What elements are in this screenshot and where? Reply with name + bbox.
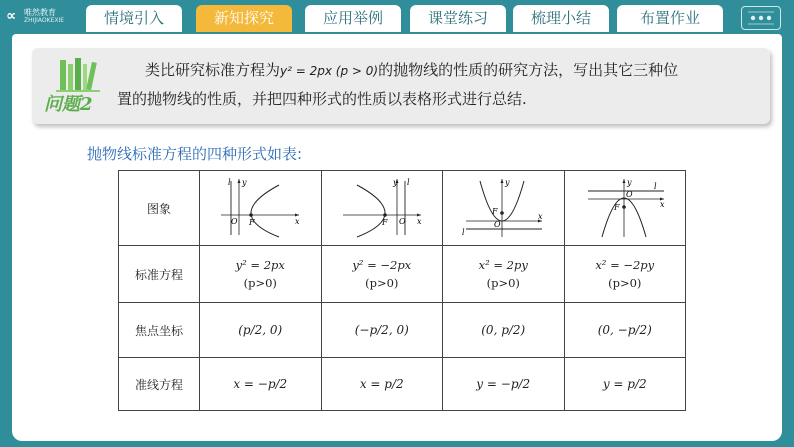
focus-cell bbox=[564, 303, 686, 358]
focus-label: F bbox=[381, 217, 388, 227]
tab-intro[interactable]: 情境引入 bbox=[86, 5, 182, 32]
row-header-graph: 图象 bbox=[119, 171, 200, 246]
tab-practice[interactable]: 课堂练习 bbox=[410, 5, 506, 32]
directrix-label: l bbox=[653, 181, 657, 191]
focus-cell bbox=[443, 303, 565, 358]
focus-coordinates: (−p/2, 0) bbox=[354, 323, 409, 337]
row-header-focus: 焦点坐标 bbox=[119, 303, 200, 358]
directrix-equation: x = −p/2 bbox=[233, 377, 288, 391]
focus-coordinates: (0, p/2) bbox=[481, 323, 526, 337]
equation-cell bbox=[200, 246, 322, 303]
directrix-label: l bbox=[462, 227, 465, 237]
directrix-label: l bbox=[406, 177, 410, 187]
focus-cell bbox=[200, 303, 322, 358]
parabola-right-graph bbox=[215, 175, 305, 239]
directrix-cell bbox=[564, 358, 686, 411]
tab-examples[interactable]: 应用举例 bbox=[305, 5, 401, 32]
books-icon bbox=[40, 54, 112, 116]
graph-cell bbox=[443, 171, 565, 246]
directrix-label: l bbox=[228, 177, 231, 187]
bottom-frame bbox=[0, 441, 794, 447]
directrix-equation: x = p/2 bbox=[359, 377, 404, 391]
origin-label: O bbox=[625, 189, 633, 199]
question-text-before: 类比研究标准方程为 bbox=[145, 61, 281, 79]
focus-label: F bbox=[492, 206, 498, 216]
directrix-cell bbox=[200, 358, 322, 411]
properties-table bbox=[118, 170, 686, 411]
table-subtitle: 抛物线标准方程的四种形式如表: bbox=[87, 145, 303, 163]
focus-coordinates: (p/2, 0) bbox=[238, 323, 283, 337]
question-text-line2: 置的抛物线的性质，并把四种形式的性质以表格形式进行总结. bbox=[117, 90, 527, 108]
tab-new-knowledge[interactable]: 新知探究 bbox=[196, 5, 292, 32]
question-text-after: 的抛物线的性质的研究方法，写出其它三种位 bbox=[378, 61, 679, 79]
equation-cell bbox=[564, 246, 686, 303]
row-header-directrix: 准线方程 bbox=[119, 358, 200, 411]
logo-text: 唯然教育 bbox=[24, 8, 56, 17]
y-axis-label: y bbox=[626, 177, 632, 187]
directrix-equation: y = p/2 bbox=[602, 377, 647, 391]
graph-cell bbox=[564, 171, 686, 246]
question-icon-label: 问题2 bbox=[44, 94, 93, 115]
parabola-up-graph bbox=[458, 175, 548, 239]
brand-logo bbox=[6, 6, 68, 28]
graph-cell bbox=[200, 171, 322, 246]
question-text bbox=[117, 56, 767, 113]
row-header-equation: 标准方程 bbox=[119, 246, 200, 303]
logo-mark: ∝ bbox=[6, 8, 16, 24]
directrix-cell bbox=[321, 358, 443, 411]
top-navigation-bar bbox=[0, 0, 794, 34]
table-row bbox=[119, 303, 686, 358]
focus-coordinates: (0, −p/2) bbox=[597, 323, 652, 337]
logo-subtext: ZHIJIAOKEXIE bbox=[24, 17, 65, 24]
focus-label: F bbox=[249, 217, 255, 227]
standard-equation: y² = −2px bbox=[352, 258, 412, 272]
directrix-equation: y = −p/2 bbox=[476, 377, 531, 391]
x-axis-label: x bbox=[538, 211, 543, 221]
table-row bbox=[119, 246, 686, 303]
parabola-left-graph bbox=[337, 175, 427, 239]
y-axis-label: y bbox=[392, 177, 398, 187]
equation-cell bbox=[443, 246, 565, 303]
tab-homework[interactable]: 布置作业 bbox=[617, 5, 723, 32]
condition-text: (p>0) bbox=[486, 276, 520, 290]
table-row bbox=[119, 358, 686, 411]
condition-text: (p>0) bbox=[608, 276, 642, 290]
question-equation: y² = 2px (p > 0) bbox=[280, 64, 379, 78]
origin-label: O bbox=[398, 216, 406, 226]
condition-text: (p>0) bbox=[243, 276, 277, 290]
standard-equation: y² = 2px bbox=[235, 258, 285, 272]
x-axis-label: x bbox=[416, 216, 422, 226]
equation-cell bbox=[321, 246, 443, 303]
y-axis-label: y bbox=[242, 177, 247, 187]
focus-cell bbox=[321, 303, 443, 358]
graph-cell bbox=[321, 171, 443, 246]
origin-label: O bbox=[494, 219, 501, 229]
condition-text: (p>0) bbox=[365, 276, 399, 290]
menu-icon[interactable] bbox=[741, 6, 781, 30]
origin-label: O bbox=[231, 216, 238, 226]
directrix-cell bbox=[443, 358, 565, 411]
table-row bbox=[119, 171, 686, 246]
tab-summary[interactable]: 梳理小结 bbox=[513, 5, 609, 32]
standard-equation: x² = −2py bbox=[595, 258, 655, 272]
focus-label: F bbox=[613, 202, 620, 212]
x-axis-label: x bbox=[659, 199, 665, 209]
x-axis-label: x bbox=[295, 216, 300, 226]
question-box bbox=[32, 48, 770, 124]
y-axis-label: y bbox=[505, 177, 510, 187]
standard-equation: x² = 2py bbox=[478, 258, 528, 272]
parabola-down-graph bbox=[580, 175, 670, 239]
